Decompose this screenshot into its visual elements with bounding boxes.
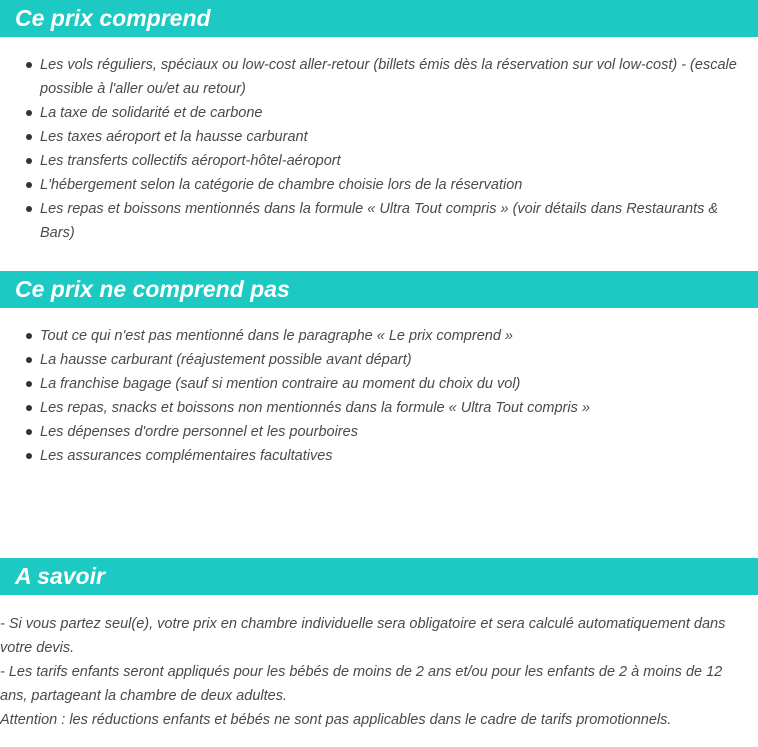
list-item: Les transferts collectifs aéroport-hôtel-aéroport	[0, 149, 758, 173]
bullet-icon	[26, 182, 32, 188]
excludes-title: Ce prix ne comprend pas	[15, 276, 290, 302]
list-item: Les assurances complémentaires facultatives	[0, 444, 758, 468]
bullet-icon	[26, 206, 32, 212]
savoir-text	[0, 612, 752, 732]
bullet-icon	[26, 134, 32, 140]
savoir-header	[0, 558, 758, 595]
list-item: L'hébergement selon la catégorie de chambre choisie lors de la réservation	[0, 173, 758, 197]
excludes-header	[0, 271, 758, 308]
bullet-icon	[26, 405, 32, 411]
bullet-icon	[26, 453, 32, 459]
bullet-icon	[26, 110, 32, 116]
list-item: La taxe de solidarité et de carbone	[0, 101, 758, 125]
bullet-icon	[26, 381, 32, 387]
list-item: Les taxes aéroport et la hausse carburant	[0, 125, 758, 149]
bullet-icon	[26, 357, 32, 363]
savoir-title: A savoir	[15, 563, 105, 589]
bullet-icon	[26, 429, 32, 435]
savoir-line: - Si vous partez seul(e), votre prix en chambre individuelle sera obligatoire et sera calculé automatiquement dans votre devis.	[0, 616, 726, 656]
list-item: Les repas et boissons mentionnés dans la formule « Ultra Tout compris » (voir détails dans Restaurants & Bars)	[0, 197, 758, 245]
list-item: Les vols réguliers, spéciaux ou low-cost aller-retour (billets émis dès la réservation sur vol low-cost) - (escale possible à l'aller ou/et au retour)	[0, 53, 758, 101]
savoir-line: - Les tarifs enfants seront appliqués pour les bébés de moins de 2 ans et/ou pour les enfants de 2 à moins de 12 ans, partageant la chambre de deux adultes.	[0, 664, 723, 704]
excludes-list	[0, 324, 758, 468]
includes-title: Ce prix comprend	[15, 5, 211, 31]
bullet-icon	[26, 333, 32, 339]
list-item: Tout ce qui n'est pas mentionné dans le paragraphe « Le prix comprend »	[0, 324, 758, 348]
list-item: Les dépenses d'ordre personnel et les pourboires	[0, 420, 758, 444]
list-item: La franchise bagage (sauf si mention contraire au moment du choix du vol)	[0, 372, 758, 396]
savoir-line: Attention : les réductions enfants et bébés ne sont pas applicables dans le cadre de tarifs promotionnels.	[0, 712, 672, 728]
list-item: La hausse carburant (réajustement possible avant départ)	[0, 348, 758, 372]
includes-list	[0, 53, 758, 245]
list-item: Les repas, snacks et boissons non mentionnés dans la formule « Ultra Tout compris »	[0, 396, 758, 420]
bullet-icon	[26, 158, 32, 164]
bullet-icon	[26, 62, 32, 68]
includes-header	[0, 0, 758, 37]
